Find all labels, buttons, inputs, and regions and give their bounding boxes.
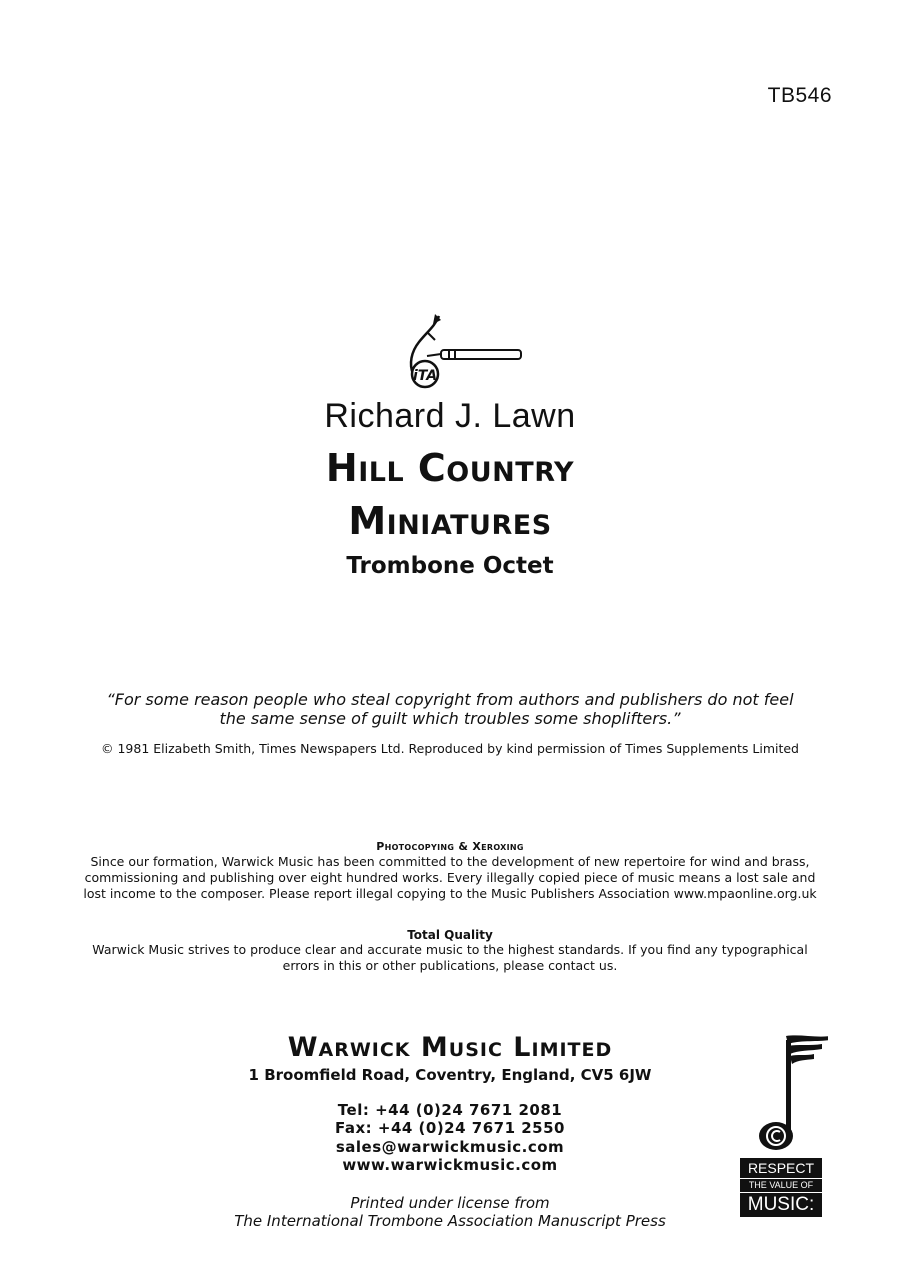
respect-logo-line-1: RESPECT — [740, 1158, 822, 1178]
catalog-number: TB546 — [767, 84, 832, 107]
subtitle: Trombone Octet — [346, 553, 554, 579]
quality-line: Warwick Music strives to produce clear and accurate music to the highest standards. If you find any typographical — [92, 942, 808, 957]
ita-trombone-logo — [405, 312, 530, 397]
copyright-quote — [0, 690, 900, 728]
respect-logo-line-2: THE VALUE OF — [740, 1179, 822, 1192]
publisher-email: sales@warwickmusic.com — [335, 1138, 565, 1156]
printed-license-line-1: Printed under license from — [350, 1194, 550, 1212]
photocopying-line: commissioning and publishing over eight hundred works. Every illegally copied piece of music means a lost sale and — [84, 870, 816, 885]
publisher-address: 1 Broomfield Road, Coventry, England, CV5 6JW — [248, 1066, 652, 1084]
music-note-copyright-icon — [738, 1032, 828, 1156]
photocopying-text — [0, 854, 900, 902]
photocopying-line: Since our formation, Warwick Music has been committed to the development of new repertoire for wind and brass, — [90, 854, 810, 869]
quality-line: errors in this or other publications, please contact us. — [282, 958, 618, 973]
respect-logo-line-3: MUSIC: — [740, 1193, 822, 1217]
quality-heading: Total Quality — [407, 928, 493, 942]
photocopying-line: lost income to the composer. Please report illegal copying to the Music Publishers Association www.mpaonline.org.uk — [83, 886, 817, 901]
title-line-1: Hill Country — [325, 446, 575, 490]
composer-name: Richard J. Lawn — [324, 397, 576, 435]
publisher-name: Warwick Music Limited — [287, 1032, 613, 1063]
photocopying-heading: Photocopying & Xeroxing — [376, 840, 524, 853]
quote-line-1: “For some reason people who steal copyright from authors and publishers do not feel — [106, 690, 794, 709]
quality-text — [0, 942, 900, 974]
quote-line-2: the same sense of guilt which troubles some shoplifters.” — [219, 709, 681, 728]
quote-credit: © 1981 Elizabeth Smith, Times Newspapers Ltd. Reproduced by kind permission of Times Supplements Limited — [101, 741, 799, 756]
publisher-website: www.warwickmusic.com — [342, 1156, 558, 1174]
publisher-fax: Fax: +44 (0)24 7671 2550 — [334, 1119, 565, 1137]
title-line-2: Miniatures — [348, 499, 552, 543]
publisher-tel: Tel: +44 (0)24 7671 2081 — [337, 1101, 563, 1119]
printed-license-line-2: The International Trombone Association Manuscript Press — [234, 1212, 666, 1230]
ita-logo-text: iTA — [412, 368, 438, 384]
